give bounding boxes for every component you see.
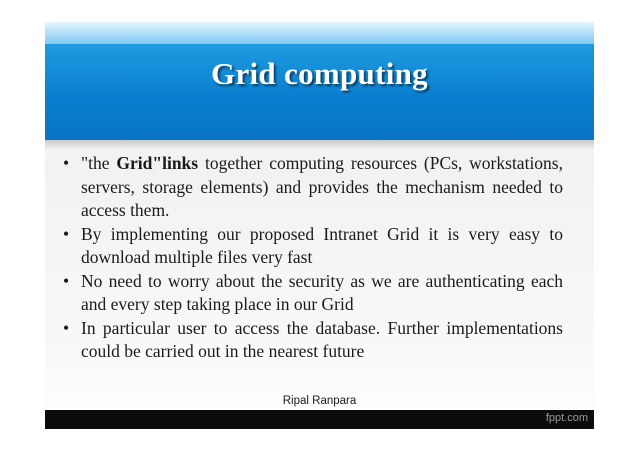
bullet-item [63, 152, 563, 223]
bullet-dot-icon: • [63, 153, 70, 173]
bullet-text: No need to worry about the security as we are authenticating each and every step taking place in our Grid [81, 270, 563, 314]
bullet-dot-icon: • [63, 223, 70, 244]
bullet-item [63, 270, 563, 317]
brand-watermark: fppt.com [545, 412, 588, 424]
title-shine [45, 22, 594, 44]
bullet-dot-icon: • [63, 270, 70, 291]
bullet-dot-icon: • [63, 317, 70, 338]
slide-title: Grid computing [211, 56, 428, 91]
bullet-text: By implementing our proposed Intranet Grid it is very easy to download multiple files very fast [81, 223, 563, 267]
bullet-text: together computing resources (PCs, workstations, servers, storage elements) and provides the mechanism needed to access them. [81, 153, 563, 220]
bullet-list [63, 152, 563, 364]
bullet-item [63, 223, 563, 270]
title-shadow [45, 140, 594, 150]
bottom-bar [45, 410, 594, 429]
bullet-text: In particular user to access the database. Further implementations could be carried out in the nearest future [81, 317, 563, 361]
bullet-item [63, 317, 563, 364]
bullet-text: "the [81, 153, 117, 173]
bullet-bold-text: Grid"links [116, 153, 199, 173]
slide [45, 22, 594, 429]
author-footer: Ripal Ranpara [282, 395, 357, 407]
